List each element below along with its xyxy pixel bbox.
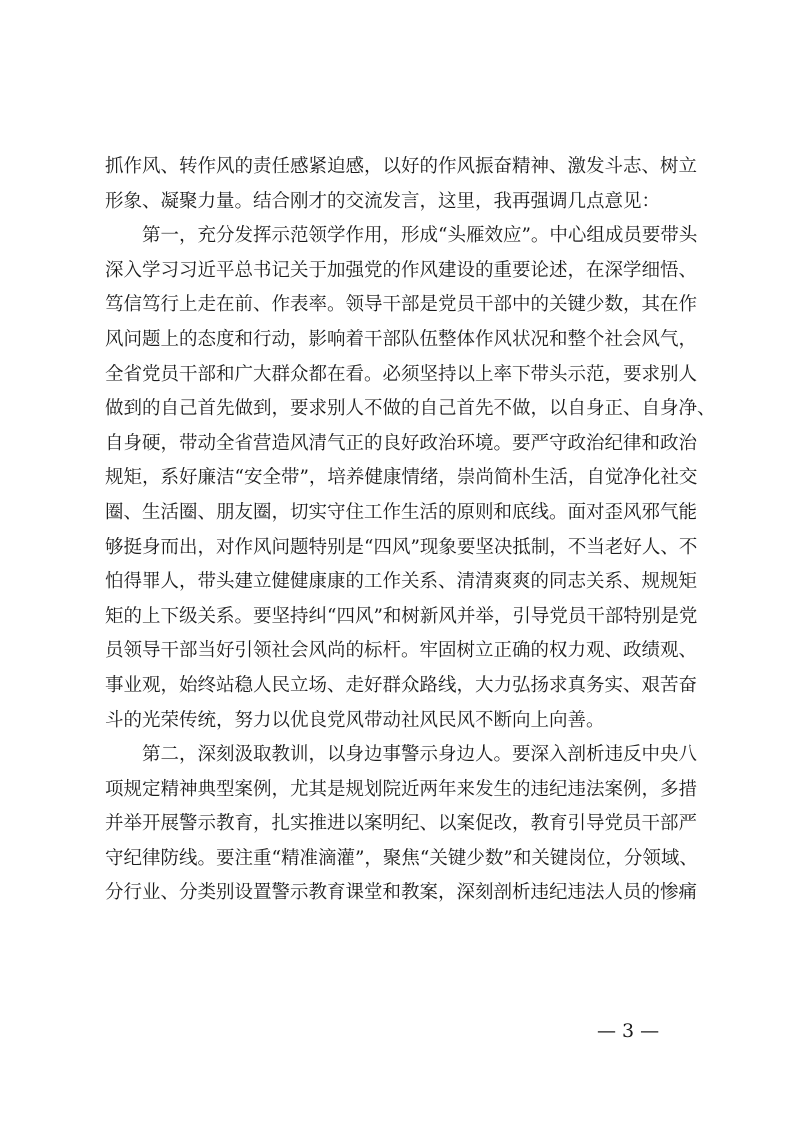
text-line: 够挺身而出，对作风问题特别是“四风”现象要坚决抵制，不当老好人、不	[105, 536, 698, 558]
text-line: 并举开展警示教育，扎实推进以案明纪、以案促改，教育引导党员干部严	[105, 813, 698, 835]
paragraph-start-line: 第一，充分发挥示范领学作用，形成“头雁效应”。中心组成员要带头	[142, 225, 698, 247]
text-line: 圈、生活圈、朋友圈，切实守住工作生活的原则和底线。面对歪风邪气能	[105, 501, 698, 523]
text-line: 规矩，系好廉洁“安全带”，培养健康情绪，崇尚简朴生活，自觉净化社交	[105, 467, 698, 489]
text-line: 自身硬，带动全省营造风清气正的良好政治环境。要严守政治纪律和政治	[105, 432, 698, 454]
page-number: — 3 —	[597, 1020, 660, 1042]
text-line: 抓作风、转作风的责任感紧迫感，以好的作风振奋精神、激发斗志、树立	[105, 156, 698, 177]
text-line: 风问题上的态度和行动，影响着干部队伍整体作风状况和整个社会风气，	[105, 328, 698, 350]
text-line: 深入学习习近平总书记关于加强党的作风建设的重要论述，在深学细悟、	[105, 259, 698, 281]
text-line: 事业观，始终站稳人民立场、走好群众路线，大力弘扬求真务实、艰苦奋	[105, 674, 698, 696]
text-line: 笃信笃行上走在前、作表率。领导干部是党员干部中的关键少数，其在作	[105, 294, 698, 316]
text-line: 员领导干部当好引领社会风尚的标杆。牢固树立正确的权力观、政绩观、	[105, 640, 698, 662]
text-line: 做到的自己首先做到，要求别人不做的自己首先不做，以自身正、自身净、	[105, 398, 716, 420]
text-line: 斗的光荣传统，努力以优良党风带动社风民风不断向上向善。	[105, 709, 605, 731]
text-line: 矩的上下级关系。要坚持纠“四风”和树新风并举，引导党员干部特别是党	[105, 605, 698, 627]
text-line: 守纪律防线。要注重“精准滴灌”，聚焦“关键少数”和关键岗位，分领域、	[105, 847, 698, 869]
text-line: 全省党员干部和广大群众都在看。必须坚持以上率下带头示范，要求别人	[105, 363, 698, 385]
text-line: 怕得罪人，带头建立健健康康的工作关系、清清爽爽的同志关系、规规矩	[105, 571, 698, 593]
text-line: 分行业、分类别设置警示教育课堂和教案，深刻剖析违纪违法人员的惨痛	[105, 882, 698, 904]
text-line: 形象、凝聚力量。结合刚才的交流发言，这里，我再强调几点意见：	[105, 190, 661, 212]
body-text	[105, 150, 716, 911]
text-line: 项规定精神典型案例，尤其是规划院近两年来发生的违纪违法案例，多措	[105, 778, 698, 800]
paragraph-start-line: 第二，深刻汲取教训，以身边事警示身边人。要深入剖析违反中央八	[142, 744, 698, 766]
